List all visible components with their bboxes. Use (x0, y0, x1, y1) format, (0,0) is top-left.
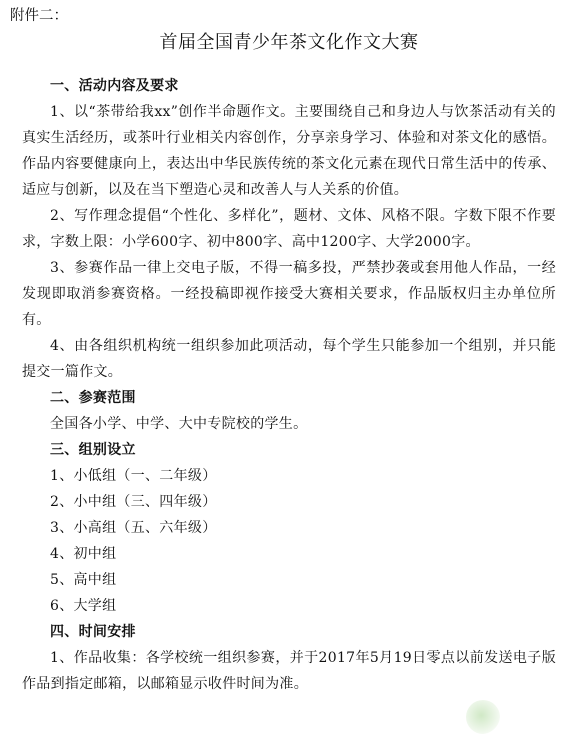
scope-paragraph: 全国各小学、中学、大中专院校的学生。 (50, 416, 308, 432)
activity-paragraph-2: 2、写作理念提倡“个性化、多样化”，题材、文体、风格不限。字数下限不作要求，字数上限：小学600字、初中800字、高中1200字、大学2000字。 (22, 208, 556, 250)
group-item: 5、高中组 (50, 572, 117, 588)
section-heading-activity: 一、活动内容及要求 (50, 78, 179, 94)
activity-paragraph-4: 4、由各组织机构统一组织参加此项活动，每个学生只能参加一个组别，并只能提交一篇作文。 (22, 338, 556, 380)
document-title: 首届全国青少年茶文化作文大赛 (159, 32, 419, 53)
activity-paragraph-1: 1、以“茶带给我xx”创作半命题作文。主要围绕自己和身边人与饮茶活动有关的真实生活经历，或茶叶行业相关内容创作，分享亲身学习、体验和对茶文化的感悟。作品内容要健康向上，表达出中华民族传统的茶文化元素在现代日常生活中的传承、适应与创新，以及在当下塑造心灵和改善人与人关系的价值。 (22, 104, 556, 198)
schedule-paragraph-1: 1、作品收集：各学校统一组织参赛，并于2017年5月19日零点以前发送电子版作品到指定邮箱，以邮箱显示收件时间为准。 (22, 650, 556, 692)
section-heading-scope: 二、参赛范围 (50, 390, 136, 406)
section-heading-groups: 三、组别设立 (50, 442, 136, 458)
document-body (22, 73, 556, 697)
watermark-logo (466, 700, 500, 734)
group-item: 6、大学组 (50, 598, 117, 614)
group-item: 2、小中组（三、四年级） (50, 494, 217, 510)
group-item: 1、小低组（一、二年级） (50, 468, 217, 484)
activity-paragraph-3: 3、参赛作品一律上交电子版，不得一稿多投，严禁抄袭或套用他人作品，一经发现即取消参赛资格。一经投稿即视作接受大赛相关要求，作品版权归主办单位所有。 (22, 260, 556, 328)
annex-label: 附件二： (10, 8, 68, 24)
group-item: 4、初中组 (50, 546, 117, 562)
group-item: 3、小高组（五、六年级） (50, 520, 217, 536)
section-heading-schedule: 四、时间安排 (50, 624, 136, 640)
